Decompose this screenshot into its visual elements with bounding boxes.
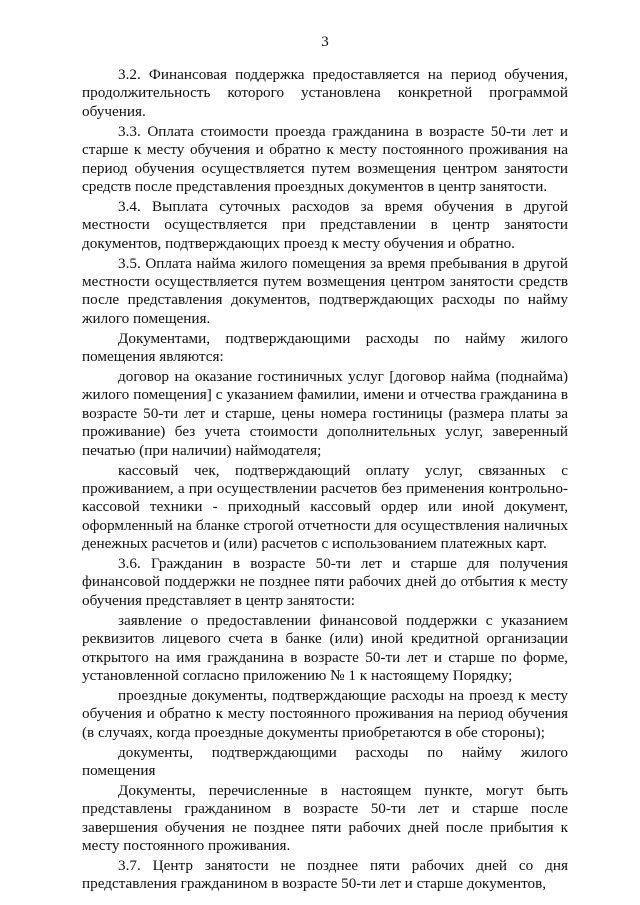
document-body [82, 66, 568, 894]
list-item-hotel-contract: договор на оказание гостиничных услуг [договор найма (поднайма) жилого помещения] с указанием фамилии, имени и отчества гражданина в возрасте 50-ти лет и старше, цены номера гостиницы (размера платы за проживание) без учета стоимости дополнительных услуг, заверенный печатью (при наличии) наймодателя; [82, 368, 568, 459]
paragraph-3-4: 3.4. Выплата суточных расходов за время обучения в другой местности осуществляется при представлении в центр занятости документов, подтверждающих проезд к месту обучения и обратно. [82, 197, 568, 252]
paragraph-3-6: 3.6. Гражданин в возрасте 50-ти лет и старше для получения финансовой поддержки не позднее пяти рабочих дней до отбытия к месту обучения представляет в центр занятости: [82, 555, 568, 609]
paragraph-3-3: 3.3. Оплата стоимости проезда гражданина в возрасте 50-ти лет и старше к месту обучения и обратно к месту постоянного проживания на период обучения осуществляется путем возмещения центром занятости средств после представления проездных документов в центр занятости. [82, 122, 568, 195]
page-number: 3 [321, 34, 329, 50]
list-item-housing-documents: документы, подтверждающими расходы по найму жилого помещения [82, 743, 568, 780]
list-item-travel-documents: проездные документы, подтверждающие расходы на проезд к месту обучения и обратно к месту постоянного проживания на период обучения (в случаях, когда проездные документы приобретаются в обе стороны); [82, 686, 568, 741]
paragraph-3-7: 3.7. Центр занятости не позднее пяти рабочих дней со дня представления гражданином в возрасте 50-ти лет и старше документов, [82, 857, 568, 893]
paragraph-submission-after: Документы, перечисленные в настоящем пункте, могут быть представлены гражданином в возрасте 50-ти лет и старше после завершения обучения не позднее пяти рабочих дней после прибытия к месту постоянного проживания. [82, 781, 568, 855]
list-item-application: заявление о предоставлении финансовой поддержки с указанием реквизитов лицевого счета в банке (или) иной кредитной организации открытого на имя гражданина в возрасте 50-ти лет и старше по форме, установленной согласно приложению № 1 к настоящему Порядку; [82, 611, 568, 684]
paragraph-documents-intro: Документами, подтверждающими расходы по найму жилого помещения являются: [82, 329, 568, 366]
paragraph-3-2: 3.2. Финансовая поддержка предоставляется на период обучения, продолжительность которого установлена конкретной программой обучения. [82, 66, 568, 120]
paragraph-3-5: 3.5. Оплата найма жилого помещения за время пребывания в другой местности осуществляется путем возмещения центром занятости средств после представления документов, подтверждающих расходы по найму жилого помещения. [82, 254, 568, 327]
list-item-cash-receipt: кассовый чек, подтверждающий оплату услуг, связанных с проживанием, а при осуществлении расчетов без применения контрольно-кассовой техники - приходный кассовый ордер или иной документ, оформленный на бланке строгой отчетности для осуществления наличных денежных расчетов и (или) расчетов с использованием платежных карт. [82, 461, 568, 553]
